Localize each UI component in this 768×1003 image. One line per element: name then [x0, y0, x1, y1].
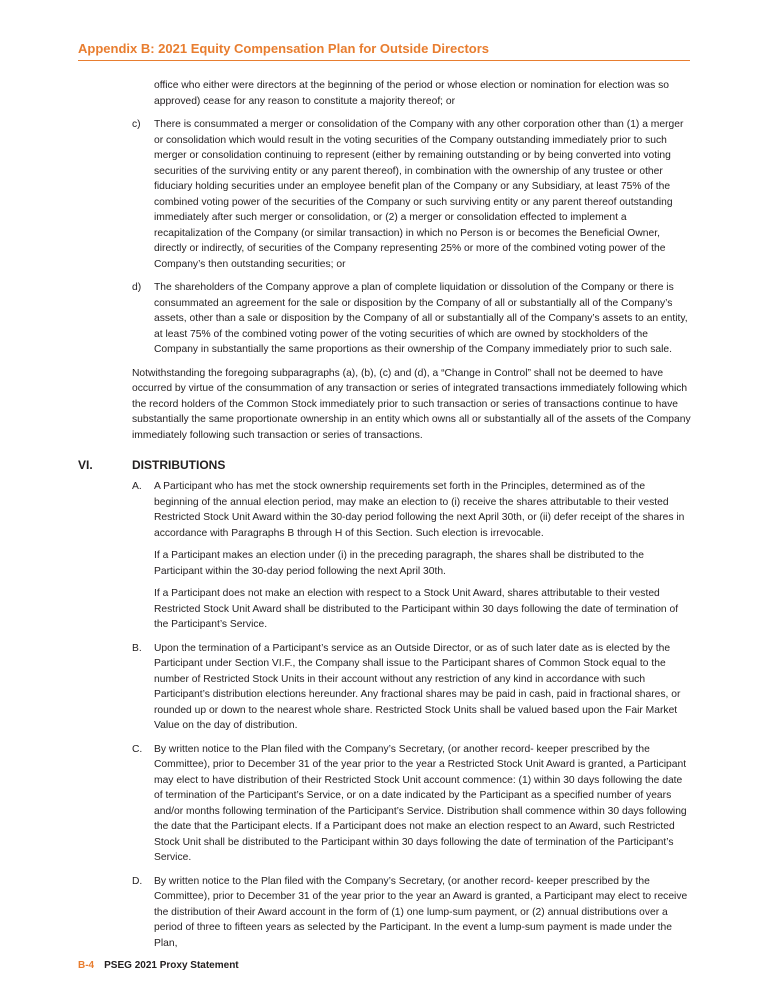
list-item-d2 [132, 874, 692, 952]
item-label: B. [132, 642, 142, 654]
item-text: There is consummated a merger or consolidation of the Company with any other corporation other than (1) a merger or consolidation which would result in the voting securities of the Company outstanding immediately prior to such merger or consolidation continuing to represent (either by remaining outstanding or by being converted into voting securities of the surviving entity or any parent thereof), in combination with the ownership of any trustee or other fiduciary holding securities under an employee benefit plan of the Company or any Subsidiary, at least 75% of the combined voting power of the securities of the Company or such surviving entity or any parent thereof outstanding immediately after such merger or consolidation, or (2) a merger or consolidation effected to implement a recapitalization of the Company (or similar transaction) in which no Person is or becomes the Beneficial Owner, directly or indirectly, of securities of the Company representing 25% or more of the combined voting power of the Company’s then outstanding securities; or [154, 119, 684, 270]
item-label: c) [132, 119, 141, 130]
item-paragraph: A Participant who has met the stock ownership requirements set forth in the Principles, determined as of the beginning of the annual election period, may make an election to (i) receive the shares attributable to their vested Restricted Stock Unit Award within the 30-day period following the next April 30th, or (ii) defer receipt of the shares in accordance with Paragraphs B through H of this Section. Such election is irrevocable. [154, 481, 685, 539]
item-paragraph: If a Participant does not make an election with respect to a Stock Unit Award, shares attributable to their vested Restricted Stock Unit Award shall be distributed to the Participant within 30 days following the date of termination of the Participant’s Service. [154, 588, 679, 630]
notwithstanding-paragraph: Notwithstanding the foregoing subparagraphs (a), (b), (c) and (d), a “Change in Control” shall not be deemed to have occurred by virtue of the consummation of any transaction or series of integrated transactions immediately following which the record holders of the Common Stock immediately prior to such transaction or series of transactions continue to have substantially the same proportionate ownership in an entity which owns all or substantially all of the assets of the Company immediately following such transaction or series of transactions. [132, 367, 691, 441]
item-paragraph: If a Participant makes an election under (i) in the preceding paragraph, the shares shall be distributed to the Participant within the 30-day period following the next April 30th. [154, 550, 644, 577]
page-footer [78, 959, 768, 1003]
footer-title: PSEG 2021 Proxy Statement [104, 960, 239, 971]
list-item-c [132, 117, 692, 272]
list-item-b [132, 641, 692, 734]
item-paragraph: By written notice to the Plan filed with the Company’s Secretary, (or another record- keeper prescribed by the Committee), prior to December 31 of the year prior to the year an Award is granted, a Participant may elect to receive the distribution of their Award account in the form of (1) one lump-sum payment, or (2) annual distributions over a period of three to fifteen years as selected by the Participant. In the event a lump-sum payment is made under the Plan, [154, 875, 688, 949]
page-header: Appendix B: 2021 Equity Compensation Plan for Outside Directors [78, 41, 490, 56]
item-label: A. [132, 481, 142, 492]
section-number: VI. [78, 458, 93, 472]
item-label: D. [132, 875, 143, 887]
page-number: B-4 [78, 960, 95, 971]
section-title: DISTRIBUTIONS [132, 458, 226, 472]
header-rule [78, 60, 690, 61]
section-heading [78, 457, 768, 473]
continuation-paragraph: office who either were directors at the beginning of the period or whose election or nomination for election was so approved) cease for any reason to constitute a majority thereof; or [154, 80, 669, 107]
list-item-d [132, 280, 692, 358]
list-item-a [132, 479, 692, 633]
list-item-c2 [132, 742, 692, 866]
item-paragraph: Upon the termination of a Participant’s service as an Outside Director, or as of such later date as is elected by the Participant under Section VI.F., the Company shall issue to the Participant shares of Common Stock equal to the number of Restricted Stock Units in their account without any restriction of any kind in accordance with such Participant’s distribution elections hereunder. Any fractional shares may be paid in cash, paid in fractional shares, or rounded up or down to the nearest whole share. Restricted Stock Units shall be valued based upon the Fair Market Value on the day of distribution. [154, 642, 681, 731]
item-text: The shareholders of the Company approve a plan of complete liquidation or dissolution of the Company or there is consummated an agreement for the sale or disposition by the Company of all or substantially all of the Company’s assets, other than a sale or disposition by the Company of all or substantially all of the Company’s assets to an entity, at least 75% of the combined voting power of the voting securities of which are owned by stockholders of the Company in substantially the same proportions as their ownership of the Company immediately prior to such sale. [154, 282, 688, 355]
item-paragraph: By written notice to the Plan filed with the Company’s Secretary, (or another record- keeper prescribed by the Committee), prior to December 31 of the year prior to the year a Restricted Stock Unit Award is granted, a Participant may elect to have distribution of their Restricted Stock Unit account commence: (1) within 30 days following the date of termination of the Participant’s Service, or on a date indicated by the Participant as a specified number of years and/or months following termination of the Participant’s Service. Distribution shall commence within 30 days following the date that the Participant elects. If a Participant does not make an election respect to an Award, such Restricted Stock Unit shall be distributed to the Participant within 30 days following the date of termination of the Participant’s Service. [154, 743, 687, 863]
item-label: d) [132, 282, 142, 293]
item-label: C. [132, 743, 143, 755]
